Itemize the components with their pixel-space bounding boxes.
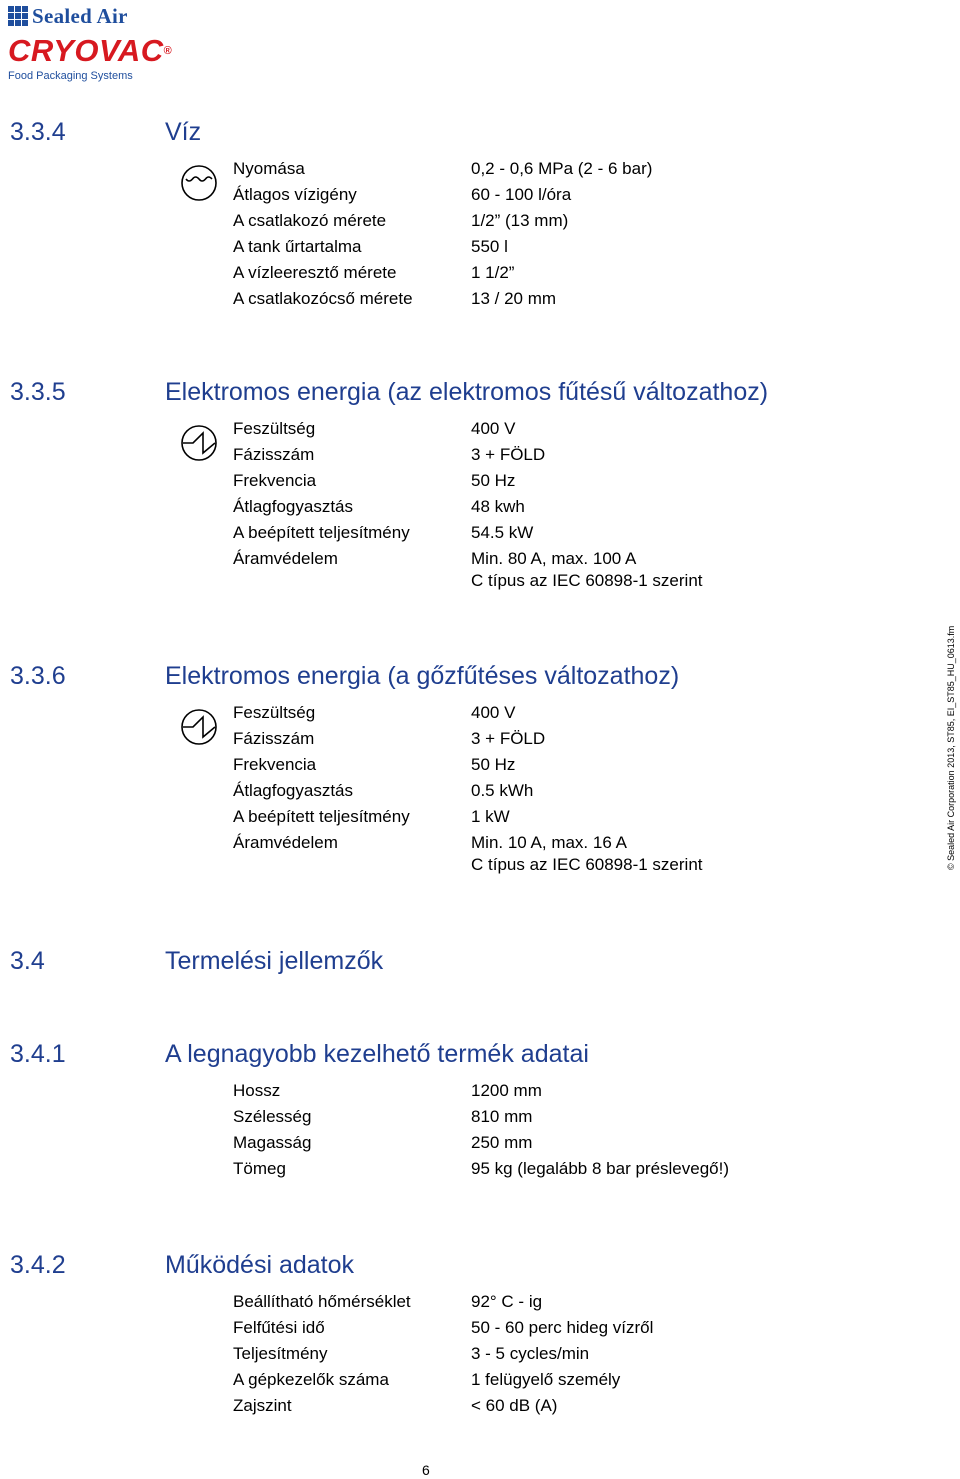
section-title: Működési adatok: [165, 1251, 355, 1279]
section-number: 3.4: [10, 947, 45, 975]
section-3-3-5: 3.3.5 Elektromos energia (az elektromos fűtésű változathoz) Feszültség 400 V Fázisszám 3 + FÖLD Frekvencia 50 Hz Átlagfogyasztás 48 kwh A beépített teljesítmény 54.5 kW Áramvédelem Min. 80 A, max. 100 A C típus az IEC 60898-1 szerint: [10, 378, 769, 590]
section-number: 3.3.4: [10, 118, 66, 146]
water-icon: [180, 164, 218, 202]
section-3-4-2: 3.4.2 Működési adatok Beállítható hőmérséklet 92° C - ig Felfűtési idő 50 - 60 perc hideg vízről Teljesítmény 3 - 5 cycles/min A gépkezelők száma 1 felügyelő személy Zajszint < 60 dB (A): [10, 1251, 654, 1415]
section-3-3-4: 3.3.4 Víz Nyomása 0,2 - 0,6 MPa (2 - 6 bar) Átlagos vízigény 60 - 100 l/óra A csatlakozó mérete 1/2” (13 mm) A tank űrtartalma 550 l A vízleeresztő mérete 1 1/2” A csatlakozócső mérete 13 / 20 mm: [10, 118, 653, 308]
section-number: 3.4.2: [10, 1251, 66, 1279]
electric-icon: [180, 708, 218, 746]
section-title: Elektromos energia (a gőzfűtéses változathoz): [165, 662, 680, 690]
section-3-3-6: 3.3.6 Elektromos energia (a gőzfűtéses változathoz) Feszültség 400 V Fázisszám 3 + FÖLD Frekvencia 50 Hz Átlagfogyasztás 0.5 kWh A beépített teljesítmény 1 kW Áramvédelem Min. 10 A, max. 16 A C típus az IEC 60898-1 szerint: [10, 662, 703, 874]
section-title: Termelési jellemzők: [165, 947, 384, 975]
section-title: A legnagyobb kezelhető termék adatai: [165, 1040, 589, 1068]
section-3-4-1: 3.4.1 A legnagyobb kezelhető termék adatai Hossz 1200 mm Szélesség 810 mm Magasság 250 mm Tömeg 95 kg (legalább 8 bar préslevegő!): [10, 1040, 729, 1178]
sealed-air-mark-icon: [8, 6, 28, 26]
section-number: 3.3.6: [10, 662, 66, 690]
section-number: 3.3.5: [10, 378, 66, 406]
page-number: 6: [422, 1462, 430, 1478]
brand-company-name: Sealed Air: [32, 3, 128, 28]
section-number: 3.4.1: [10, 1040, 66, 1068]
section-3-4: [0, 947, 900, 977]
brand-tagline: Food Packaging Systems: [8, 70, 133, 82]
brand-product-name: CRYOVAC®: [8, 33, 173, 68]
copyright-note: © Sealed Air Corporation 2013, ST85, EI_ST85_HU_0613.fm: [946, 625, 956, 870]
section-title: Elektromos energia (az elektromos fűtésű változathoz): [165, 378, 769, 406]
company-logo: [8, 4, 208, 84]
electric-icon: [180, 424, 218, 462]
section-title: Víz: [165, 118, 202, 146]
